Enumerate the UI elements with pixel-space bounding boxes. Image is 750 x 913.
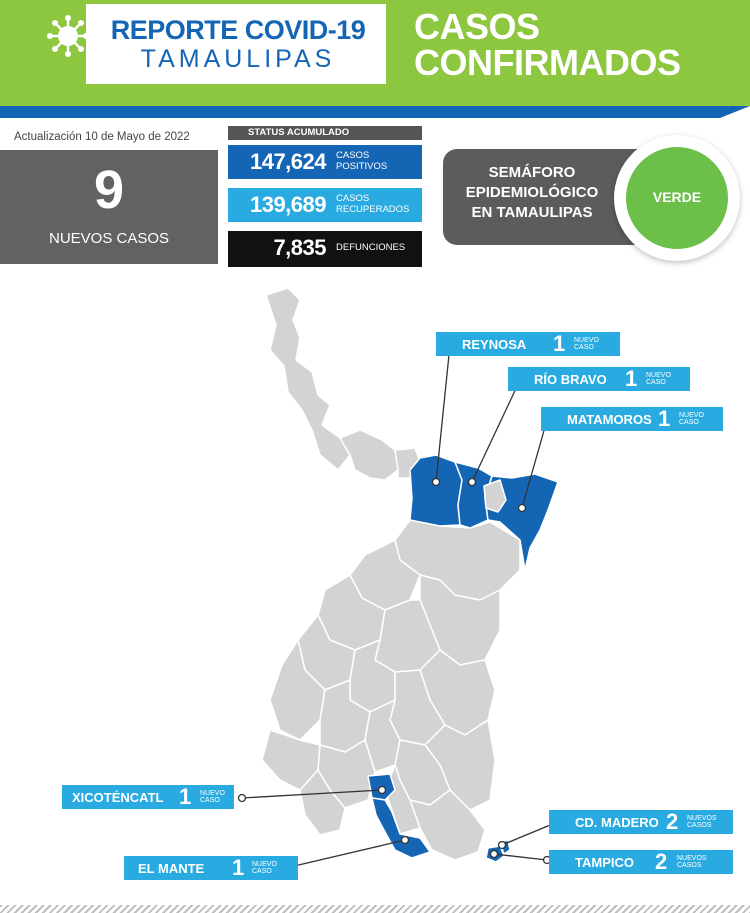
label-reynosa: REYNOSA 1 NUEVO CASO xyxy=(436,332,620,356)
footer-stripes xyxy=(0,905,750,913)
label-rio-bravo: RÍO BRAVO 1 NUEVO CASO xyxy=(508,367,690,391)
leader-rio-bravo xyxy=(472,380,520,482)
label-xicotencatl: XICOTÉNCATL 1 NUEVO CASO xyxy=(62,785,234,809)
leader-cd-madero xyxy=(502,823,555,845)
report-subtitle: TAMAULIPAS xyxy=(140,45,336,73)
status-header: STATUS ACUMULADO xyxy=(228,126,422,140)
deaths-count: 7,835 xyxy=(273,235,326,260)
leader-el-mante xyxy=(290,840,405,867)
state-outline xyxy=(262,288,520,860)
deaths-label: DEFUNCIONES xyxy=(336,242,406,253)
semaforo-title: SEMÁFORO EPIDEMIOLÓGICO EN TAMAULIPAS xyxy=(465,164,599,221)
recovered-label: CASOS RECUPERADOS xyxy=(336,193,410,215)
positive-count: 147,624 xyxy=(249,149,326,174)
recovered-count: 139,689 xyxy=(249,192,326,217)
label-el-mante: EL MANTE 1 NUEVO CASO xyxy=(124,856,298,880)
label-tampico: TAMPICO 2 NUEVOS CASOS xyxy=(549,850,733,874)
new-cases-label: NUEVOS CASOS xyxy=(48,230,170,247)
update-date: Actualización 10 de Mayo de 2022 xyxy=(14,131,190,143)
report-title: REPORTE COVID-19 xyxy=(110,15,366,45)
positive-label: CASOS POSITIVOS xyxy=(336,150,388,172)
new-cases-count: 9 xyxy=(93,160,125,220)
label-cd-madero: CD. MADERO 2 NUEVOS CASOS xyxy=(549,810,733,834)
municipality-reynosa xyxy=(410,455,462,526)
casos-title-line1: CASOS xyxy=(414,6,540,47)
label-matamoros: MATAMOROS 1 NUEVO CASO xyxy=(541,407,723,431)
casos-title-line2: CONFIRMADOS xyxy=(414,42,681,83)
semaforo-status: VERDE xyxy=(652,189,702,205)
municipality xyxy=(266,288,350,470)
